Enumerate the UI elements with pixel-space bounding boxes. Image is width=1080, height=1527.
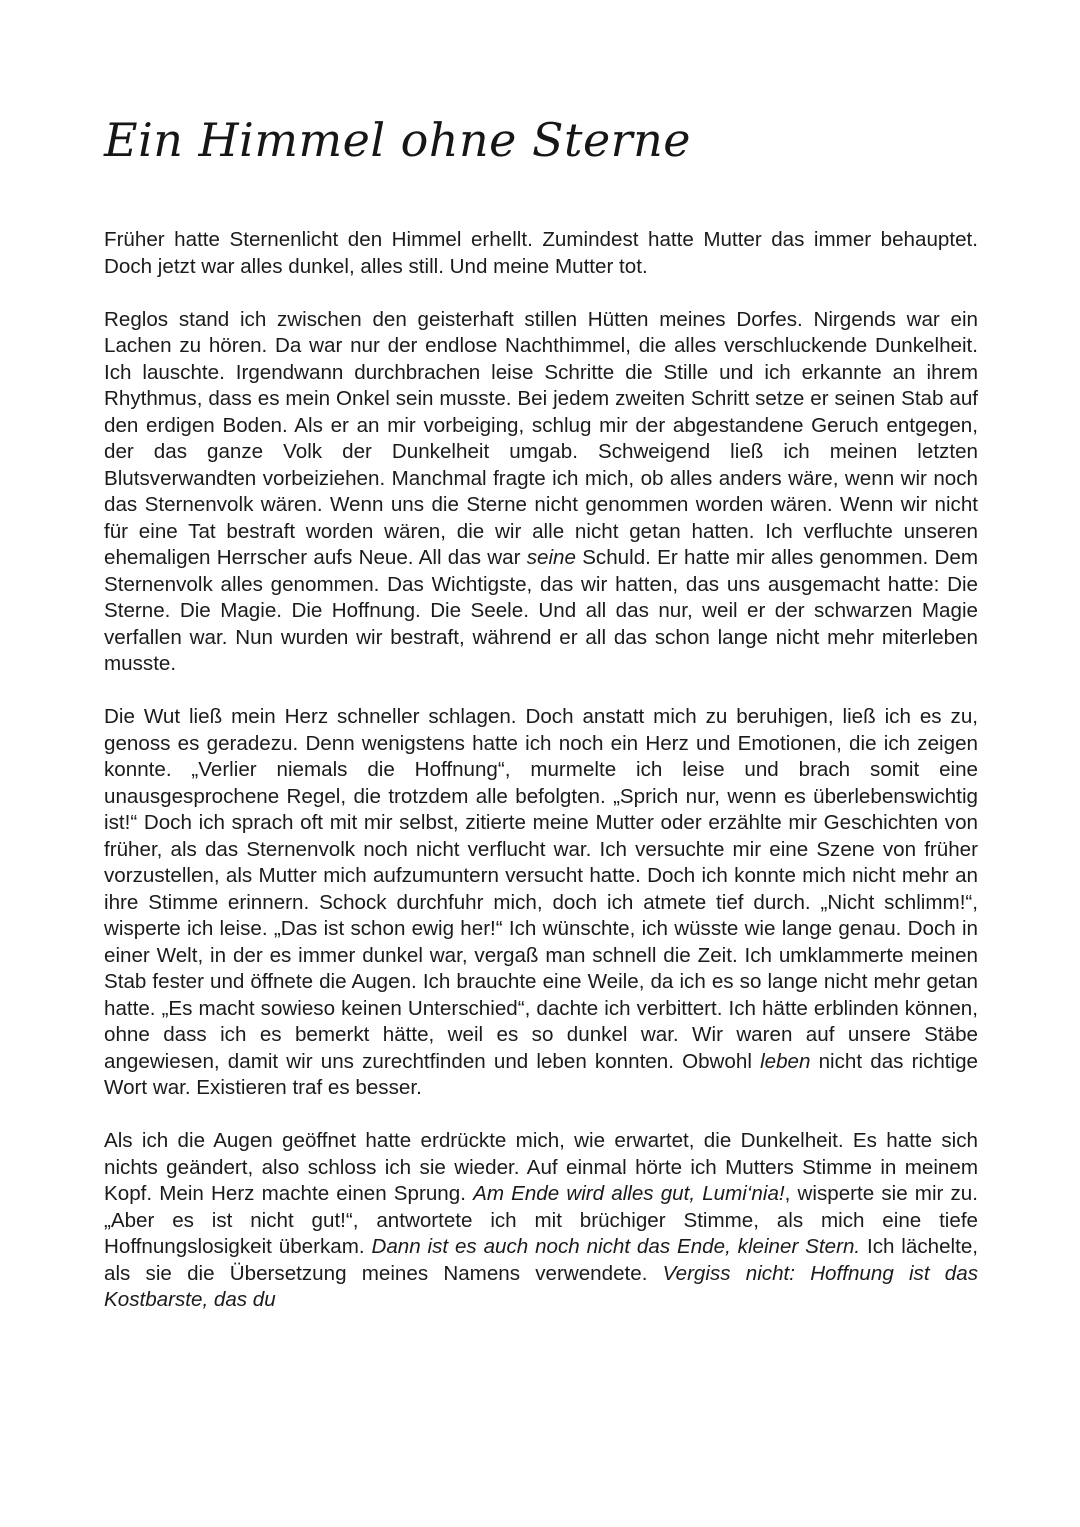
paragraph	[104, 1128, 978, 1314]
paragraph	[104, 227, 978, 280]
text-segment: , wisperte sie mir zu. „Aber es ist nicht gut!“, antwortete ich mit brüchiger Stimme, als mich eine tiefe Hoffnungslosigkeit überkam.	[104, 1182, 978, 1258]
italic-text-segment: leben	[760, 1049, 811, 1073]
text-segment: nicht das richtige Wort war. Existieren traf es besser.	[104, 1049, 978, 1099]
story-body	[104, 227, 978, 1314]
italic-text-segment: Am Ende wird alles gut, Lumi‘nia!	[473, 1182, 785, 1205]
text-segment: Früher hatte Sternenlicht den Himmel erhellt. Zumindest hatte Mutter das immer behauptet. Doch jetzt war alles dunkel, alles still. Und meine Mutter tot.	[104, 228, 978, 278]
text-segment: Reglos stand ich zwischen den geisterhaft stillen Hütten meines Dorfes. Nirgends war ein Lachen zu hören. Da war nur der endlose Nachthimmel, die alles verschluckende Dunkelheit. Ich lauschte. Irgendwann durchbrachen leise Schritte die Stille und ich erkannte an ihrem Rhythmus, dass es mein Onkel sein musste. Bei jedem zweiten Schritt setze er seinen Stab auf den erdigen Boden. Als er an mir vorbeiging, schlug mir der abgestandene Geruch entgegen, der das ganze Volk der Dunkelheit umgab. Schweigend ließ ich meinen letzten Blutsverwandten vorbeiziehen. Manchmal fragte ich mich, ob alles anders wäre, wenn wir noch das Sternenvolk wären. Wenn uns die Sterne nicht genommen worden wären. Wenn wir nicht für eine Tat bestraft worden wären, die wir alle nicht getan hatten. Ich verfluchte unseren ehemaligen Herrscher aufs Neue. All das war	[104, 307, 978, 569]
text-segment: Als ich die Augen geöffnet hatte erdrückte mich, wie erwartet, die Dunkelheit. Es hatte sich nichts geändert, also schloss ich sie wieder. Auf einmal hörte ich Mutters Stimme in meinem Kopf. Mein Herz machte einen Sprung.	[104, 1129, 978, 1205]
text-segment: Die Wut ließ mein Herz schneller schlagen. Doch anstatt mich zu beruhigen, ließ ich es zu, genoss es geradezu. Denn wenigstens hatte ich noch ein Herz und Emotionen, die ich zeigen konnte. „Verlier niemals die Hoffnung“, murmelte ich leise und brach somit eine unausgesprochene Regel, die trotzdem alle befolgten. „Sprich nur, wenn es überlebenswichtig ist!“ Doch ich sprach oft mit mir selbst, zitierte meine Mutter oder erzählte mir Geschichten von früher, als das Sternenvolk noch nicht verflucht war. Ich versuchte mir eine Szene von früher vorzustellen, als Mutter mich aufzumuntern versucht hatte. Doch ich konnte mich nicht mehr an ihre Stimme erinnern. Schock durchfuhr mich, doch ich atmete tief durch. „Nicht schlimm!“, wisperte ich leise. „Das ist schon ewig her!“ Ich wünschte, ich wüsste wie lange genau. Doch in einer Welt, in der es immer dunkel war, vergaß man schnell die Zeit. Ich umklammerte meinen Stab fester und öffnete die Augen. Ich brauchte eine Weile, da ich es so lange nicht mehr getan hatte. „Es macht sowieso keinen Unterschied“, dachte ich verbittert. Ich hätte erblinden können, ohne dass ich es bemerkt hätte, weil es so dunkel war. Wir waren auf unsere Stäbe angewiesen, damit wir uns zurechtfinden und leben konnten. Obwohl	[104, 705, 978, 1073]
text-segment: Schuld. Er hatte mir alles genommen. Dem Sternenvolk alles genommen. Das Wichtigste, das wir hatten, das uns ausgemacht hatte: Die Sterne. Die Magie. Die Hoffnung. Die Seele. Und all das nur, weil er der schwarzen Magie verfallen war. Nun wurden wir bestraft, während er all das schon lange nicht mehr miterleben musste.	[104, 546, 978, 675]
paragraph	[104, 704, 978, 1102]
italic-text-segment: seine	[526, 546, 576, 569]
italic-text-segment: Vergiss nicht: Hoffnung ist das Kostbarste, das du	[104, 1261, 978, 1311]
text-segment: Ich lächelte, als sie die Übersetzung meines Namens verwendete.	[104, 1235, 978, 1285]
chapter-title: Ein Himmel ohne Sterne	[104, 113, 692, 167]
italic-text-segment: Dann ist es auch noch nicht das Ende, kleiner Stern.	[371, 1235, 861, 1258]
paragraph	[104, 307, 978, 678]
